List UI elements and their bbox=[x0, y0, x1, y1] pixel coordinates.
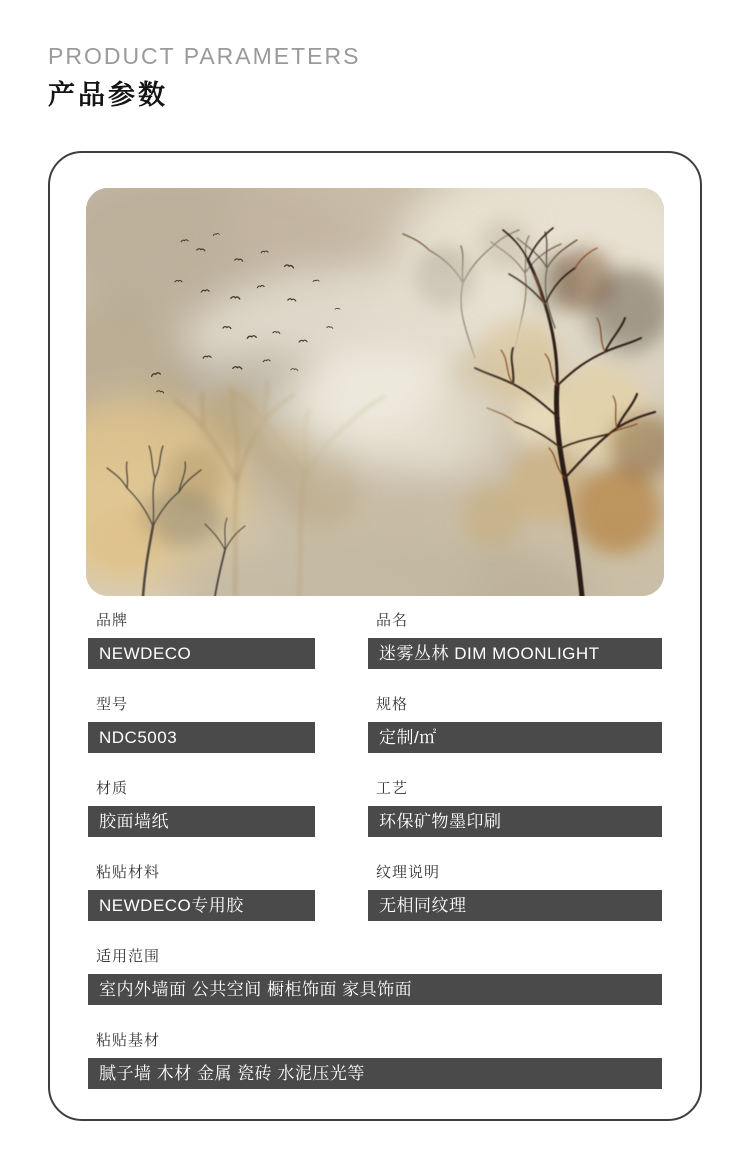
param-field-base-substrate bbox=[88, 1032, 662, 1089]
param-field-texture-note bbox=[368, 864, 662, 921]
parameters-grid bbox=[88, 612, 662, 1089]
section-title-en: PRODUCT PARAMETERS bbox=[48, 43, 361, 69]
param-value: NEWDECO bbox=[88, 638, 315, 669]
section-title-zh: 产品参数 bbox=[48, 80, 168, 111]
param-value: 定制/㎡ bbox=[368, 722, 662, 753]
param-field-material bbox=[88, 780, 315, 837]
param-label: 材质 bbox=[96, 780, 129, 798]
param-label: 规格 bbox=[376, 696, 409, 714]
param-value: 腻子墙 木材 金属 瓷砖 水泥压光等 bbox=[88, 1058, 662, 1089]
param-label: 型号 bbox=[96, 696, 129, 714]
param-label: 适用范围 bbox=[96, 948, 161, 966]
param-label: 品名 bbox=[376, 612, 409, 630]
param-field-application-range bbox=[88, 948, 662, 1005]
param-value: NEWDECO专用胶 bbox=[88, 890, 315, 921]
param-field-brand bbox=[88, 612, 315, 669]
param-value: 无相同纹理 bbox=[368, 890, 662, 921]
param-label: 粘贴基材 bbox=[96, 1032, 161, 1050]
param-field-craft bbox=[368, 780, 662, 837]
param-field-model bbox=[88, 696, 315, 753]
misty-forest-artwork bbox=[86, 188, 664, 596]
param-value: 室内外墙面 公共空间 橱柜饰面 家具饰面 bbox=[88, 974, 662, 1005]
param-label: 工艺 bbox=[376, 780, 409, 798]
param-field-product-name bbox=[368, 612, 662, 669]
param-label: 品牌 bbox=[96, 612, 129, 630]
page-header bbox=[48, 44, 702, 111]
param-value: 环保矿物墨印刷 bbox=[368, 806, 662, 837]
param-field-spec bbox=[368, 696, 662, 753]
product-image bbox=[86, 188, 664, 596]
parameters-card bbox=[48, 151, 702, 1121]
param-label: 粘贴材料 bbox=[96, 864, 161, 882]
param-value: NDC5003 bbox=[88, 722, 315, 753]
param-value: 迷雾丛林 DIM MOONLIGHT bbox=[368, 638, 662, 669]
param-label: 纹理说明 bbox=[376, 864, 441, 882]
param-value: 胶面墙纸 bbox=[88, 806, 315, 837]
param-field-adhesive bbox=[88, 864, 315, 921]
